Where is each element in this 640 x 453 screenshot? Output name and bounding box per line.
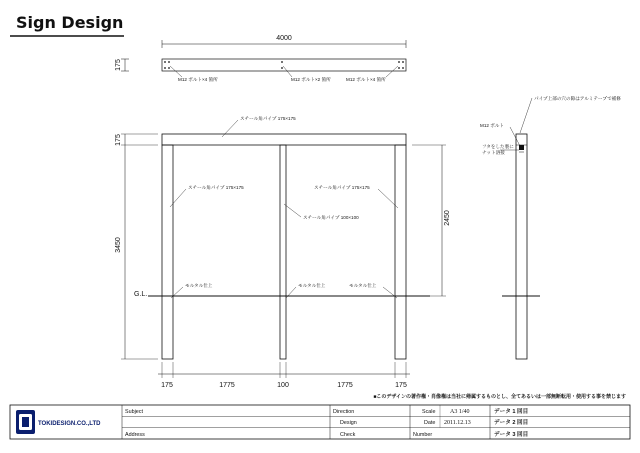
date-value: 2011.12.13 — [444, 420, 471, 426]
side-cap-label-1: フタをした裏に — [482, 144, 514, 149]
data-item-3: データ 3 回目 — [494, 432, 529, 438]
side-cap-label-2: ナット溶接 — [482, 150, 505, 155]
check-label: Check — [340, 432, 356, 438]
scale-value: A3 1/40 — [450, 409, 470, 415]
left-post-label: スチール角パイプ 175×175 — [188, 185, 244, 190]
dim-total-height: 3450 — [115, 237, 122, 253]
bolt-label-left: M12 ボルト×4 箇所 — [178, 77, 218, 82]
dim-clear-height: 2450 — [444, 210, 451, 226]
plan-view — [115, 35, 406, 83]
copyright-notice: ■このデザインの著作権・肖像権は当社に帰属するものとし、全てあるいは一部無断転用・使用する事を禁じます — [373, 394, 626, 400]
front-view — [115, 115, 451, 389]
dim-left-span: 1775 — [219, 382, 235, 389]
beam-plan — [162, 59, 406, 71]
data-item-2: データ 2 回目 — [494, 420, 529, 426]
address-label: Address — [125, 432, 145, 438]
dim-left-post: 175 — [161, 382, 173, 389]
side-post — [516, 134, 527, 359]
side-bolt-label: M12 ボルト — [480, 123, 504, 128]
center-post — [280, 145, 286, 359]
direction-label: Direction — [333, 409, 355, 415]
side-view — [480, 95, 621, 359]
date-label: Date — [424, 420, 436, 426]
mortar-label-right: モルタル仕上 — [349, 283, 377, 288]
scale-label: Scale — [422, 409, 436, 415]
bolt-holes — [164, 61, 404, 69]
mortar-label-center: モルタル仕上 — [298, 283, 326, 288]
gl-label: G.L. — [134, 291, 148, 298]
right-post-label: スチール角パイプ 175×175 — [314, 185, 370, 190]
plan-height-dim: 175 — [115, 59, 122, 71]
dim-right-span: 1775 — [337, 382, 353, 389]
page-title: Sign Design — [16, 13, 124, 32]
right-post — [395, 145, 406, 359]
mortar-label-left: モルタル仕上 — [185, 283, 213, 288]
title-block — [10, 405, 630, 439]
number-label: Number — [413, 432, 433, 438]
bolt-label-right: M12 ボルト×4 箇所 — [346, 77, 386, 82]
center-post-label: スチール角パイプ 100×100 — [303, 215, 359, 220]
side-note-top: パイプ上部の穴の隙はアルミテープで補修 — [534, 96, 621, 101]
design-label: Design — [340, 420, 357, 426]
company-name: TOKIDESIGN.CO.,LTD — [38, 421, 101, 427]
dim-beam-height: 175 — [115, 134, 122, 146]
top-beam — [162, 134, 406, 145]
dim-center-post: 100 — [277, 382, 289, 389]
company-logo — [16, 410, 101, 434]
left-post — [162, 145, 173, 359]
dim-right-post: 175 — [395, 382, 407, 389]
beam-label: スチール角パイプ 175×175 — [240, 116, 296, 121]
data-item-1: データ 1 回目 — [494, 409, 529, 415]
subject-label: Subject — [125, 409, 143, 415]
bolt-label-center: M12 ボルト×2 箇所 — [291, 77, 331, 82]
plan-length-dim: 4000 — [276, 35, 292, 42]
